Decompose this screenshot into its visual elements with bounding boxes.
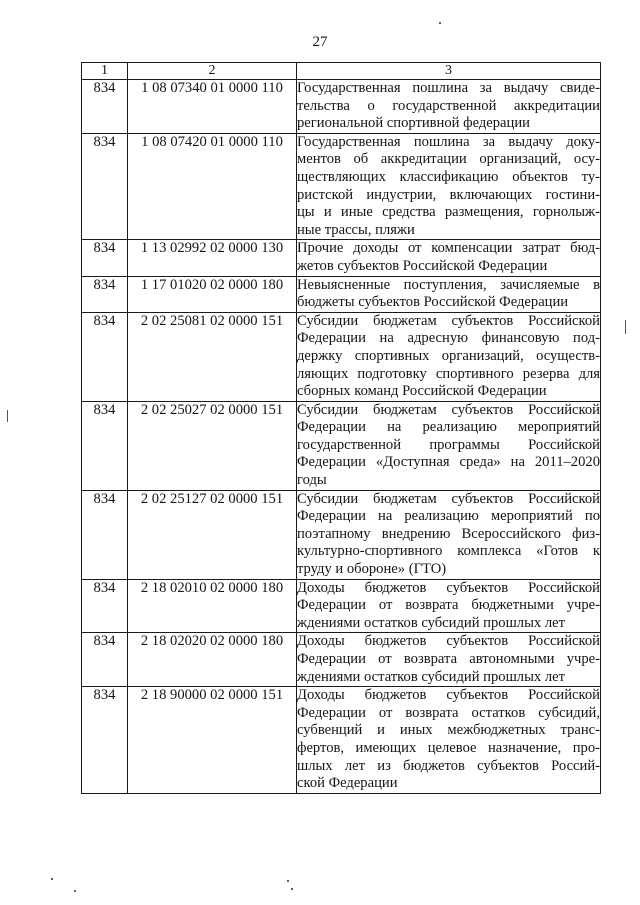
budget-classification-code-cell: 2 02 25127 02 0000 151 — [128, 490, 297, 579]
column-header-code: 2 — [128, 63, 297, 80]
revenue-name-line: шлых лет из бюджетов субъектов Россий- — [297, 757, 600, 774]
column-header-admin: 1 — [82, 63, 128, 80]
revenue-name-cell — [297, 633, 601, 687]
revenue-name-line: сборных команд Российской Федерации — [297, 383, 547, 400]
revenue-name-line: Субсидии бюджетам субъектов Российской — [297, 490, 600, 507]
revenue-name-cell — [297, 80, 601, 134]
revenue-name-line: Доходы бюджетов субъектов Российской — [297, 633, 600, 650]
budget-classification-code-cell: 1 17 01020 02 0000 180 — [128, 276, 297, 312]
table-row — [82, 633, 601, 687]
budget-revenue-table — [81, 62, 601, 794]
revenue-name-line: Невыясненные поступления, зачисляемые в — [297, 276, 600, 293]
revenue-name-line: годы — [297, 472, 327, 489]
revenue-name-line: Государственная пошлина за выдачу доку- — [297, 133, 600, 150]
revenue-name-line: фертов, имеющих целевое назначение, про- — [297, 739, 600, 756]
scan-speck — [291, 888, 293, 890]
page-number: 27 — [312, 34, 328, 50]
revenue-name-line: бюджеты субъектов Российской Федерации — [297, 294, 569, 311]
revenue-name-line: ществляющих классификацию объектов ту- — [297, 168, 600, 185]
budget-classification-code-cell: 2 02 25081 02 0000 151 — [128, 312, 297, 401]
revenue-name-line: Доходы бюджетов субъектов Российской — [297, 687, 600, 704]
revenue-name-cell — [297, 687, 601, 794]
budget-classification-code-cell: 2 18 02020 02 0000 180 — [128, 633, 297, 687]
scan-edge-mark — [625, 320, 626, 334]
table-row — [82, 490, 601, 579]
revenue-name-line: Федерации от возврата автономными учре- — [297, 651, 600, 667]
revenue-name-line: поэтапному внедрению Всероссийского физ- — [297, 525, 600, 542]
budget-classification-code-cell: 1 08 07340 01 0000 110 — [128, 80, 297, 134]
revenue-name-line: Федерации от возврата бюджетными учре- — [297, 597, 600, 614]
revenue-name-line: ные трассы, пляжи — [297, 221, 415, 238]
table-row — [82, 687, 601, 794]
admin-code-cell: 834 — [82, 240, 128, 276]
revenue-name-line: субвенций и иных межбюджетных транс- — [297, 722, 600, 739]
revenue-name-cell — [297, 240, 601, 276]
scan-speck — [287, 880, 289, 882]
revenue-name-line: ской Федерации — [297, 775, 398, 792]
budget-classification-code-cell: 1 08 07420 01 0000 110 — [128, 133, 297, 240]
revenue-name-line: Федерации на реализацию мероприятий — [297, 419, 600, 436]
revenue-name-line: региональной спортивной федерации — [297, 115, 530, 132]
budget-classification-code-cell: 1 13 02992 02 0000 130 — [128, 240, 297, 276]
revenue-name-line: ристской индустрии, включающих гостини- — [297, 186, 600, 203]
revenue-name-line: ляющих подготовку спортивного резерва для — [297, 365, 600, 382]
table-body — [82, 80, 601, 794]
budget-classification-code-cell: 2 18 90000 02 0000 151 — [128, 687, 297, 794]
table-row — [82, 80, 601, 134]
budget-classification-code-cell: 2 18 02010 02 0000 180 — [128, 579, 297, 633]
column-header-name: 3 — [297, 63, 601, 80]
revenue-name-line: Федерации на реализацию мероприятий по — [297, 508, 600, 525]
admin-code-cell: 834 — [82, 312, 128, 401]
scan-speck — [74, 890, 76, 892]
revenue-name-line: ждениями остатков субсидий прошлых лет — [297, 614, 565, 631]
table-row — [82, 276, 601, 312]
revenue-name-line: государственной программы Российской — [297, 436, 600, 453]
revenue-name-cell — [297, 312, 601, 401]
budget-classification-code-cell: 2 02 25027 02 0000 151 — [128, 401, 297, 490]
admin-code-cell: 834 — [82, 133, 128, 240]
revenue-name-line: Федерации на адресную финансовую под- — [297, 330, 600, 347]
table-row — [82, 240, 601, 276]
revenue-name-line: Субсидии бюджетам субъектов Российской — [297, 401, 600, 418]
admin-code-cell: 834 — [82, 579, 128, 633]
admin-code-cell: 834 — [82, 490, 128, 579]
scan-speck — [51, 878, 53, 880]
revenue-name-line: Федерации от возврата остатков субсидий, — [297, 704, 600, 721]
revenue-name-line: Федерации «Доступная среда» на 2011–2020 — [297, 454, 600, 471]
table-header-row — [82, 63, 601, 80]
revenue-name-line: Прочие доходы от компенсации затрат бюд- — [297, 240, 600, 257]
revenue-name-line: тельства о государственной аккредитации — [297, 97, 600, 114]
revenue-name-line: Государственная пошлина за выдачу свиде- — [297, 80, 600, 96]
revenue-name-line: держку спортивных организаций, осуществ- — [297, 347, 600, 364]
table-row — [82, 312, 601, 401]
admin-code-cell: 834 — [82, 401, 128, 490]
table-row — [82, 579, 601, 633]
revenue-name-line: цы и иные средства размещения, горнолыж- — [297, 204, 600, 221]
revenue-name-line: Доходы бюджетов субъектов Российской — [297, 579, 600, 596]
table-row — [82, 133, 601, 240]
revenue-name-cell — [297, 579, 601, 633]
revenue-name-line: жетов субъектов Российской Федерации — [297, 257, 548, 274]
scan-edge-mark — [7, 410, 8, 422]
scan-speck — [439, 22, 441, 24]
revenue-name-cell — [297, 490, 601, 579]
admin-code-cell: 834 — [82, 687, 128, 794]
revenue-name-line: ментов об аккредитации организаций, осу- — [297, 151, 600, 168]
revenue-name-cell — [297, 133, 601, 240]
admin-code-cell: 834 — [82, 80, 128, 134]
revenue-name-line: Субсидии бюджетам субъектов Российской — [297, 312, 600, 329]
revenue-name-cell — [297, 276, 601, 312]
admin-code-cell: 834 — [82, 633, 128, 687]
table-row — [82, 401, 601, 490]
revenue-name-cell — [297, 401, 601, 490]
revenue-name-line: труду и обороне» (ГТО) — [297, 561, 447, 578]
revenue-name-line: культурно-спортивного комплекса «Готов к — [297, 543, 600, 560]
admin-code-cell: 834 — [82, 276, 128, 312]
revenue-name-line: ждениями остатков субсидий прошлых лет — [297, 668, 565, 685]
